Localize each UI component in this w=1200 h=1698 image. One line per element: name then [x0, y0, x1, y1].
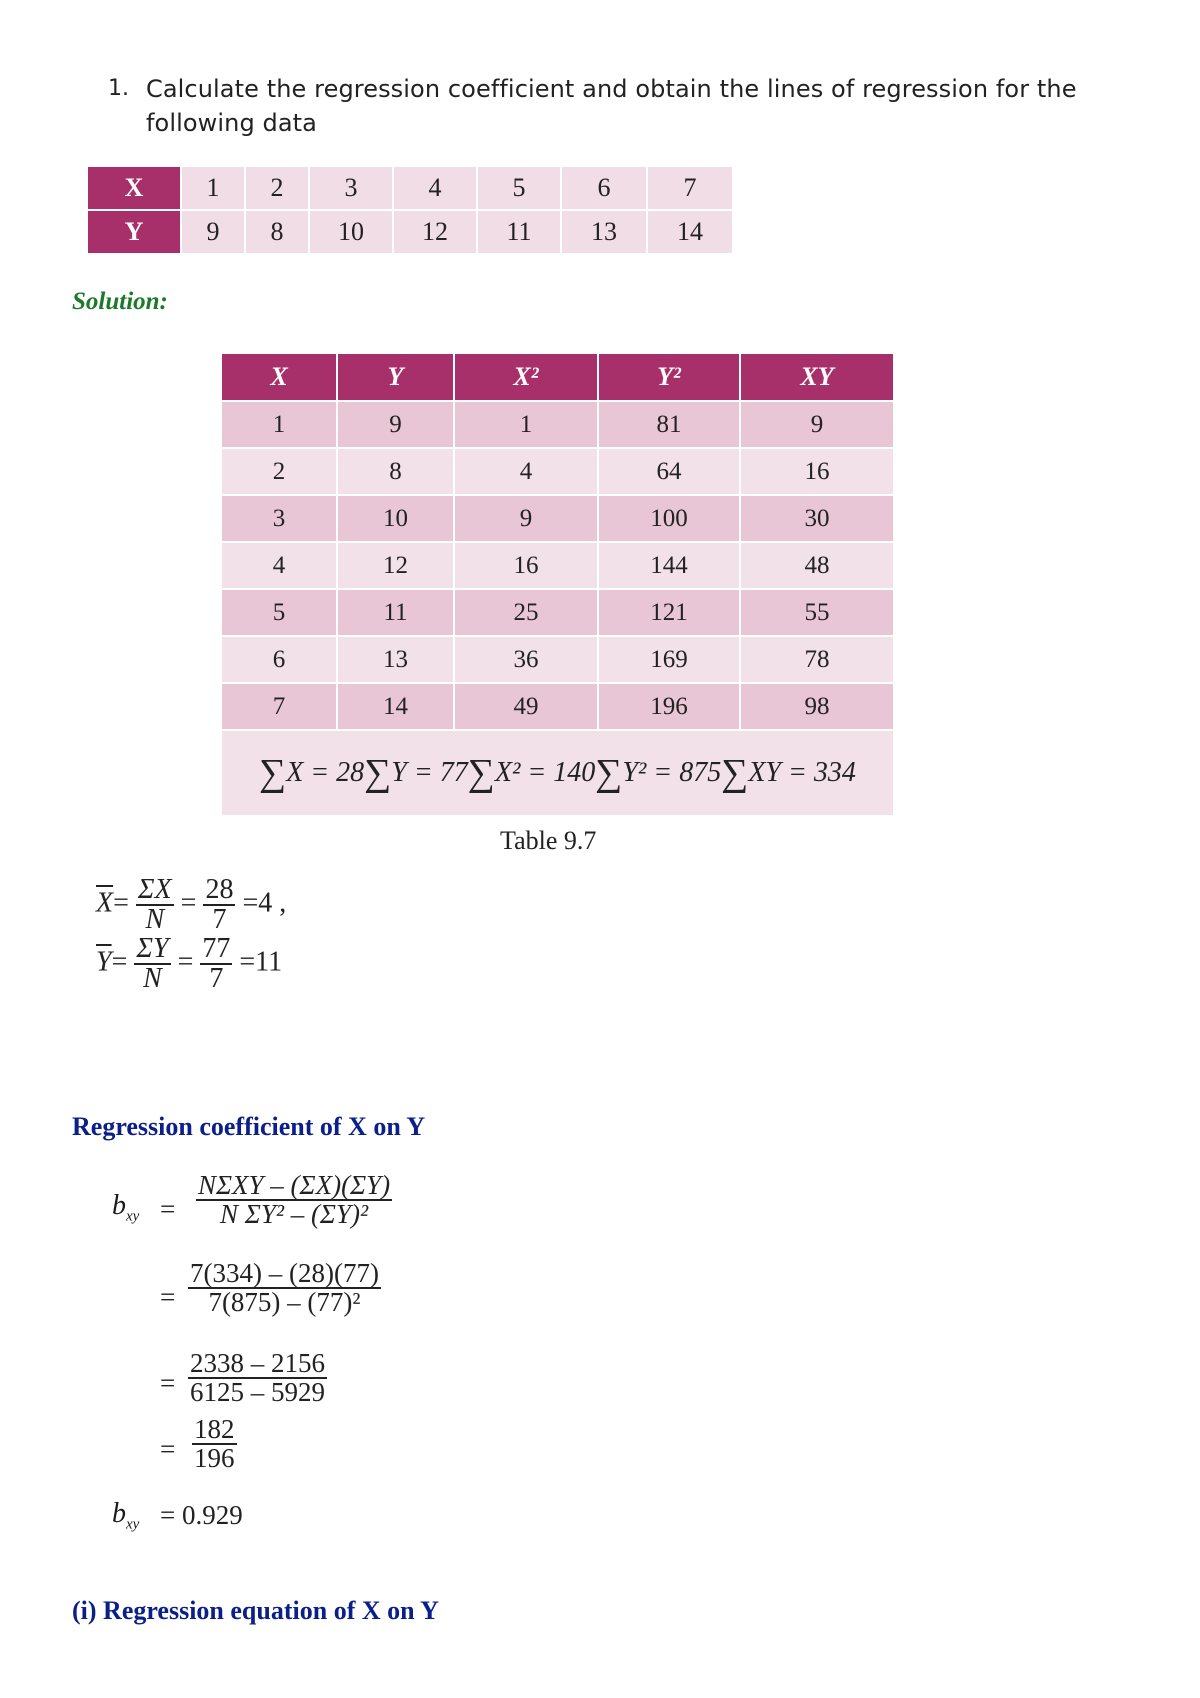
data-cell: 4 [393, 166, 477, 210]
frac [188, 1350, 327, 1406]
frac-den: N [145, 904, 165, 935]
calc-cell: 98 [740, 683, 894, 730]
frac-den: N [143, 963, 162, 994]
question-text: Calculate the regression coefficient and obtain the lines of regression for the following data [146, 75, 1077, 137]
data-cell: 11 [477, 210, 561, 254]
calc-table [220, 352, 895, 817]
frac-num: ΣY [136, 933, 169, 964]
frac [192, 1416, 237, 1472]
frac [188, 1260, 381, 1316]
sum-x2: X² = 140 [494, 757, 596, 788]
data-cell: 8 [245, 210, 309, 254]
calc-cell: 81 [598, 401, 740, 448]
step3-fraction [188, 1350, 327, 1406]
calc-header-row [221, 353, 894, 401]
calc-cell: 25 [454, 589, 598, 636]
sum-xy: XY = 334 [748, 757, 856, 788]
data-cell: 14 [647, 210, 733, 254]
data-cell: 10 [309, 210, 393, 254]
calc-cell: 5 [221, 589, 337, 636]
step1-fraction [196, 1172, 392, 1228]
calc-cell: 2 [221, 448, 337, 495]
equals-sign: = [160, 1368, 176, 1398]
frac-num: 77 [202, 933, 231, 964]
step2-num: 7(334) – (28)(77) [190, 1258, 379, 1288]
step1-den: N ΣY² – (ΣY)² [220, 1199, 369, 1229]
data-cell: 1 [181, 166, 245, 210]
calc-cell: 9 [454, 495, 598, 542]
data-row-x [87, 166, 733, 210]
calc-row [221, 589, 894, 636]
xbar-fraction [136, 876, 174, 934]
sums-line [221, 730, 894, 816]
calc-cell: 144 [598, 542, 740, 589]
calc-header: X [221, 353, 337, 401]
step1-num: NΣXY – (ΣX)(ΣY) [198, 1170, 391, 1200]
data-cell: 13 [561, 210, 647, 254]
calc-cell: 49 [454, 683, 598, 730]
calc-cell: 6 [221, 636, 337, 683]
b-symbol: b [112, 1190, 126, 1221]
b-xy-result: = 0.929 [160, 1500, 243, 1530]
sum-sign: ∑ [595, 752, 623, 794]
calc-cell: 14 [337, 683, 454, 730]
data-cell: 3 [309, 166, 393, 210]
calc-cell: 8 [337, 448, 454, 495]
data-cell: 7 [647, 166, 733, 210]
calc-cell: 10 [337, 495, 454, 542]
ybar-symbol: $\overline{Y}$ [96, 946, 112, 978]
calc-cell: 1 [454, 401, 598, 448]
sum-y2: Y² = 875 [622, 757, 722, 788]
calc-row [221, 401, 894, 448]
calc-body [221, 401, 894, 730]
calc-cell: 4 [454, 448, 598, 495]
ybar-fraction [134, 935, 170, 993]
calc-row [221, 683, 894, 730]
calc-cell: 3 [221, 495, 337, 542]
sum-sign: ∑ [364, 752, 392, 794]
calc-cell: 11 [337, 589, 454, 636]
calc-cell: 30 [740, 495, 894, 542]
b-xy-result-label [112, 1498, 139, 1534]
calc-cell: 78 [740, 636, 894, 683]
step4-den: 196 [194, 1443, 235, 1473]
data-table [86, 165, 734, 255]
solution-label: Solution: [72, 288, 168, 315]
data-cell: 12 [393, 210, 477, 254]
data-header-y: Y [87, 210, 181, 254]
data-cell: 2 [245, 166, 309, 210]
calc-header: Y² [598, 353, 740, 401]
ybar-result: =11 [239, 946, 283, 978]
calc-cell: 16 [454, 542, 598, 589]
data-cell: 5 [477, 166, 561, 210]
xbar-symbol: $\overline{X}$ [96, 887, 114, 919]
equals-sign: = [160, 1194, 176, 1224]
calc-cell: 36 [454, 636, 598, 683]
data-header-x: X [87, 166, 181, 210]
calc-cell: 100 [598, 495, 740, 542]
sum-sign: ∑ [467, 752, 495, 794]
data-cell: 6 [561, 166, 647, 210]
xbar-line: $\overline{X}=$ $\frac{\Sigma X}{N}$ = $\frac{28}{7}$ =4 , [96, 874, 287, 935]
question-number: 1. [108, 76, 129, 101]
data-row-y [87, 210, 733, 254]
xbar-fraction-2 [203, 876, 235, 934]
frac-num: ΣX [137, 874, 172, 905]
data-cell: 9 [181, 210, 245, 254]
frac-num: 28 [205, 874, 234, 905]
calc-header: Y [337, 353, 454, 401]
calc-cell: 196 [598, 683, 740, 730]
sum-y: Y = 77 [391, 757, 468, 788]
b-xy-label [112, 1190, 139, 1226]
calc-sum-row [221, 730, 894, 816]
calc-row [221, 542, 894, 589]
sum-sign: ∑ [721, 752, 749, 794]
calc-cell: 64 [598, 448, 740, 495]
step2-den: 7(875) – (77)² [208, 1287, 361, 1317]
calc-cell: 48 [740, 542, 894, 589]
step3-den: 6125 – 5929 [190, 1377, 325, 1407]
calc-cell: 1 [221, 401, 337, 448]
calc-row [221, 495, 894, 542]
sum-sign: ∑ [259, 752, 287, 794]
step4-fraction [192, 1416, 237, 1472]
calc-header: X² [454, 353, 598, 401]
step2-fraction [188, 1260, 381, 1316]
calc-cell: 169 [598, 636, 740, 683]
calc-row [221, 448, 894, 495]
calc-header: XY [740, 353, 894, 401]
frac-den: 7 [209, 963, 224, 994]
calc-cell: 16 [740, 448, 894, 495]
calc-cell: 4 [221, 542, 337, 589]
calc-cell: 55 [740, 589, 894, 636]
ybar-fraction-2 [200, 935, 232, 993]
calc-cell: 7 [221, 683, 337, 730]
equals-sign: = [160, 1434, 176, 1464]
calc-cell: 9 [337, 401, 454, 448]
sum-x: X = 28 [286, 757, 365, 788]
frac [196, 1172, 392, 1228]
xbar-result: =4 , [242, 887, 287, 919]
b-subscript: xy [126, 1516, 140, 1533]
step4-num: 182 [194, 1414, 235, 1444]
equals-sign: = [160, 1282, 176, 1312]
regression-heading: Regression coefficient of X on Y [72, 1112, 426, 1141]
calc-row [221, 636, 894, 683]
b-symbol: b [112, 1498, 126, 1529]
calc-cell: 13 [337, 636, 454, 683]
frac-den: 7 [212, 904, 227, 935]
table-caption: Table 9.7 [500, 826, 597, 855]
ybar-line: $\overline{Y}=$ $\frac{\Sigma Y}{N}$ = $\frac{77}{7}$ =11 [96, 933, 283, 994]
calc-cell: 12 [337, 542, 454, 589]
step3-num: 2338 – 2156 [190, 1348, 325, 1378]
equation-heading: (i) Regression equation of X on Y [72, 1596, 439, 1625]
calc-cell: 9 [740, 401, 894, 448]
b-subscript: xy [126, 1208, 140, 1225]
calc-cell: 121 [598, 589, 740, 636]
